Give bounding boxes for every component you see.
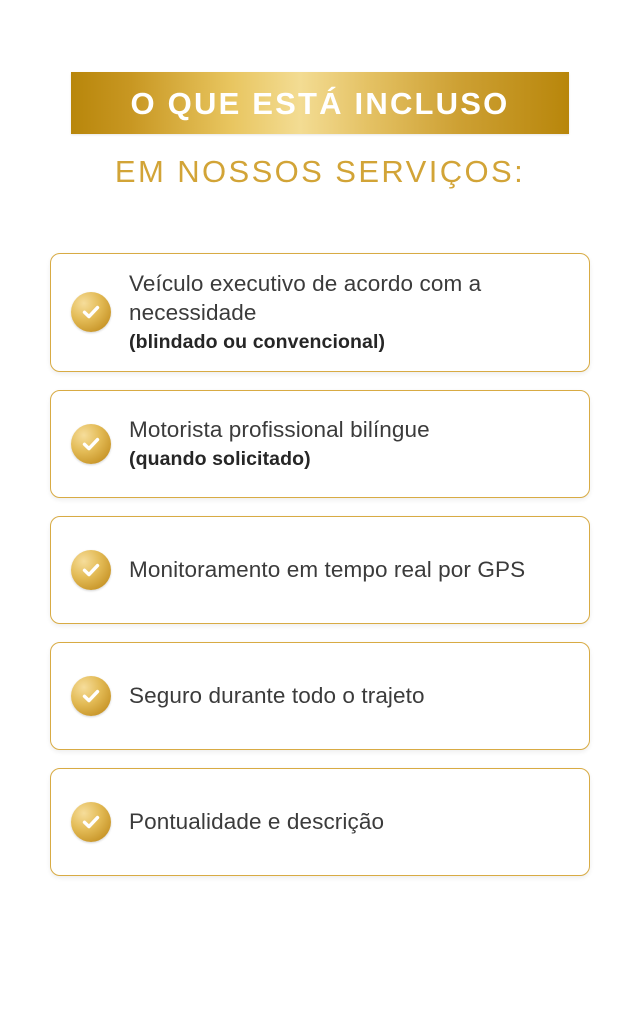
list-item-text: Veículo executivo de acordo com a necessidade (blindado ou convencional)	[129, 270, 571, 355]
list-item-note: (quando solicitado)	[129, 448, 311, 471]
list-item	[50, 642, 590, 750]
list-item	[50, 768, 590, 876]
list-item-text: Monitoramento em tempo real por GPS	[129, 556, 526, 582]
list-item	[50, 253, 590, 372]
list-item-text	[129, 416, 430, 472]
check-circle-icon	[71, 424, 111, 464]
check-circle-icon	[71, 550, 111, 590]
check-circle-icon	[71, 676, 111, 716]
included-services-list	[50, 253, 590, 876]
check-circle-icon	[71, 802, 111, 842]
page-subtitle: EM NOSSOS SERVIÇOS:	[114, 154, 526, 189]
list-item-text: Seguro durante todo o trajeto	[129, 682, 425, 708]
list-item	[50, 516, 590, 624]
check-circle-icon	[71, 292, 111, 332]
title-banner	[71, 72, 569, 134]
list-item-text: Pontualidade e descrição	[129, 809, 385, 835]
page-header	[0, 0, 640, 187]
list-item-main: Motorista profissional bilíngue	[129, 416, 430, 442]
list-item	[50, 390, 590, 498]
page-title: O QUE ESTÁ INCLUSO	[130, 85, 510, 121]
list-item-note: (blindado ou convencional)	[129, 331, 386, 354]
